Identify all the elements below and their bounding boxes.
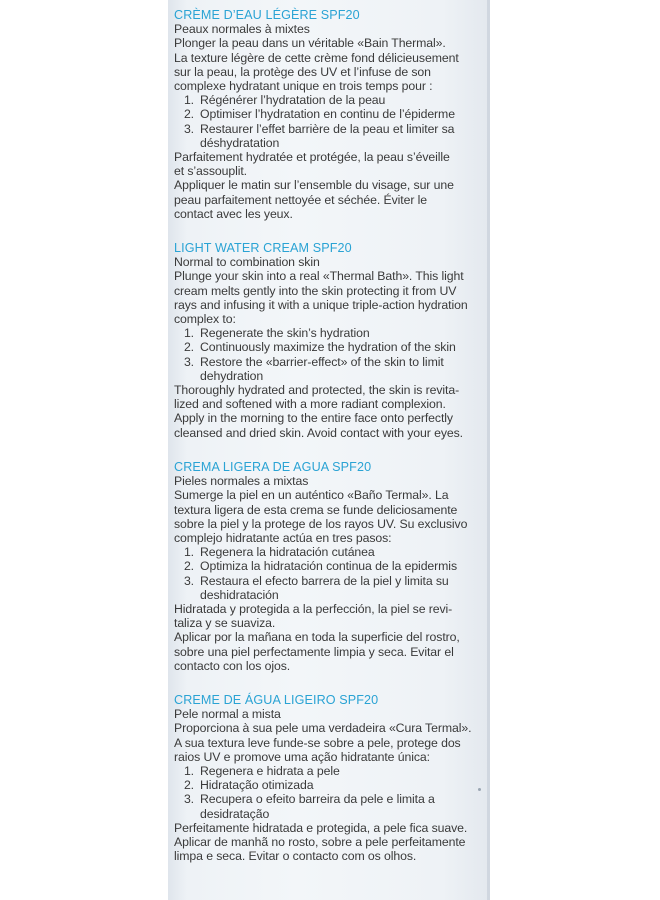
step-number: 2. (183, 107, 194, 122)
intro-line: textura ligera de esta crema se funde deliciosamente (174, 502, 458, 517)
step-text-line: Régénérer l’hydratation de la peau (200, 93, 386, 108)
language-section (174, 8, 479, 221)
step-text-line: Continuously maximize the hydration of the skin (200, 340, 456, 355)
intro-line: raios UV e promove uma ação hidratante única: (174, 749, 430, 764)
step-text-line: Restaurer l’effet barrière de la peau et limiter sa (200, 121, 455, 136)
intro-line: La texture légère de cette crème fond délicieusement (174, 50, 459, 65)
section-heading: CRÈME D’EAU LÉGÈRE SPF20 (174, 8, 360, 22)
step-text-line: desidratação (200, 806, 270, 821)
benefit-step (174, 93, 479, 107)
language-section (174, 693, 479, 863)
outro-line: Aplicar de manhã no rosto, sobre a pele perfeitamente (174, 834, 466, 849)
step-text-line: Regenera e hidrata a pele (200, 763, 340, 778)
label-text-content (174, 8, 479, 883)
step-text (200, 559, 479, 573)
step-number: 1. (183, 326, 194, 341)
step-text-line: Restore the «barrier-effect» of the skin to limit (200, 354, 444, 369)
step-text (200, 778, 479, 792)
skin-type-subtitle: Pele normal a mista (174, 707, 281, 722)
outro-line: Apply in the morning to the entire face onto perfectly (174, 411, 453, 426)
intro-line: sobre la piel y la protege de los rayos UV. Su exclusivo (174, 516, 468, 531)
step-text-line: Optimiser l’hydratation en continu de l’épiderme (200, 107, 455, 122)
outro-line: taliza y se suaviza. (174, 616, 276, 631)
intro-line: Plonger la peau dans un véritable «Bain Thermal». (174, 36, 446, 51)
benefit-step (174, 545, 479, 559)
step-text (200, 93, 479, 107)
outro-line: limpa e seca. Evitar o contacto com os olhos. (174, 849, 417, 864)
intro-line: Plunge your skin into a real «Thermal Bath». This light (174, 269, 464, 284)
benefit-steps-list (174, 764, 479, 821)
step-text-line: deshidratación (200, 587, 279, 602)
outro-line: contact avec les yeux. (174, 206, 293, 221)
benefit-steps-list (174, 326, 479, 383)
step-text (200, 792, 479, 820)
language-section (174, 241, 479, 440)
step-number: 3. (183, 354, 194, 369)
benefit-step (174, 764, 479, 778)
step-number: 1. (183, 93, 194, 108)
step-text (200, 326, 479, 340)
skin-type-subtitle: Pieles normales a mixtas (174, 474, 309, 489)
step-text (200, 122, 479, 150)
intro-line: complex to: (174, 312, 236, 327)
step-text (200, 574, 479, 602)
step-text-line: Hidratação otimizada (200, 778, 314, 793)
section-heading: CREMA LIGERA DE AGUA SPF20 (174, 459, 372, 474)
intro-line: A sua textura leve funde-se sobre a pele, protege dos (174, 735, 461, 750)
benefit-step (174, 559, 479, 573)
outro-line: peau parfaitement nettoyée et séchée. Éviter le (174, 192, 428, 207)
step-number: 1. (183, 545, 194, 560)
step-text-line: Regenera la hidratación cutánea (200, 545, 375, 560)
intro-line: rays and infusing it with a unique triple-action hydration (174, 297, 468, 312)
step-text (200, 545, 479, 559)
outro-line: Perfeitamente hidratada e protegida, a pele fica suave. (174, 820, 468, 835)
step-number: 2. (183, 778, 194, 793)
step-text-line: Recupera o efeito barreira da pele e limita a (200, 792, 435, 807)
skin-type-subtitle: Normal to combination skin (174, 255, 320, 270)
section-heading: LIGHT WATER CREAM SPF20 (174, 241, 352, 256)
outro-line: lized and softened with a more radiant complexion. (174, 397, 446, 412)
outro-line: contacto con los ojos. (174, 658, 291, 673)
outro-line: sobre una piel perfectamente limpia y seca. Evitar el (174, 644, 454, 659)
outro-line: cleansed and dried skin. Avoid contact with your eyes. (174, 425, 463, 440)
intro-line: Sumerge la piel en un auténtico «Baño Termal». La (174, 488, 449, 503)
step-number: 3. (183, 573, 194, 588)
intro-line: Proporciona à sua pele uma verdadeira «Cura Termal». (174, 721, 472, 736)
benefit-step (174, 340, 479, 354)
outro-line: Parfaitement hydratée et protégée, la peau s’éveille (174, 150, 450, 165)
step-text-line: déshydratation (200, 135, 280, 150)
product-label-panel (168, 0, 490, 900)
benefit-step (174, 122, 479, 150)
language-section (174, 460, 479, 673)
intro-line: complejo hidratante actúa en tres pasos: (174, 530, 392, 545)
benefit-steps-list (174, 93, 479, 150)
benefit-step (174, 574, 479, 602)
step-number: 3. (183, 792, 194, 807)
intro-line: sur la peau, la protège des UV et l’infuse de son (174, 64, 431, 79)
benefit-step (174, 355, 479, 383)
outro-line: Hidratada y protegida a la perfección, la piel se revi- (174, 601, 453, 616)
step-text (200, 340, 479, 354)
benefit-step (174, 107, 479, 121)
step-text-line: Optimiza la hidratación continua de la epidermis (200, 559, 457, 574)
step-number: 2. (183, 559, 194, 574)
step-text (200, 355, 479, 383)
skin-type-subtitle: Peaux normales à mixtes (174, 22, 310, 37)
section-heading: CREME DE ÁGUA LIGEIRO SPF20 (174, 692, 379, 707)
outro-line: et s’assouplit. (174, 164, 248, 179)
step-text-line: Restaura el efecto barrera de la piel y limita su (200, 573, 449, 588)
intro-line: cream melts gently into the skin protecting it from UV (174, 283, 457, 298)
step-number: 2. (183, 340, 194, 355)
step-text-line: dehydration (200, 368, 264, 383)
benefit-steps-list (174, 545, 479, 602)
step-number: 1. (183, 763, 194, 778)
step-text (200, 107, 479, 121)
outro-line: Aplicar por la mañana en toda la superficie del rostro, (174, 630, 460, 645)
intro-line: complexe hydratant unique en trois temps pour : (174, 79, 433, 94)
benefit-step (174, 792, 479, 820)
print-speck (478, 788, 481, 791)
outro-line: Appliquer le matin sur l’ensemble du visage, sur une (174, 178, 454, 193)
benefit-step (174, 326, 479, 340)
outro-line: Thoroughly hydrated and protected, the skin is revita- (174, 383, 460, 398)
benefit-step (174, 778, 479, 792)
step-text (200, 764, 479, 778)
step-number: 3. (183, 121, 194, 136)
step-text-line: Regenerate the skin’s hydration (200, 326, 370, 341)
